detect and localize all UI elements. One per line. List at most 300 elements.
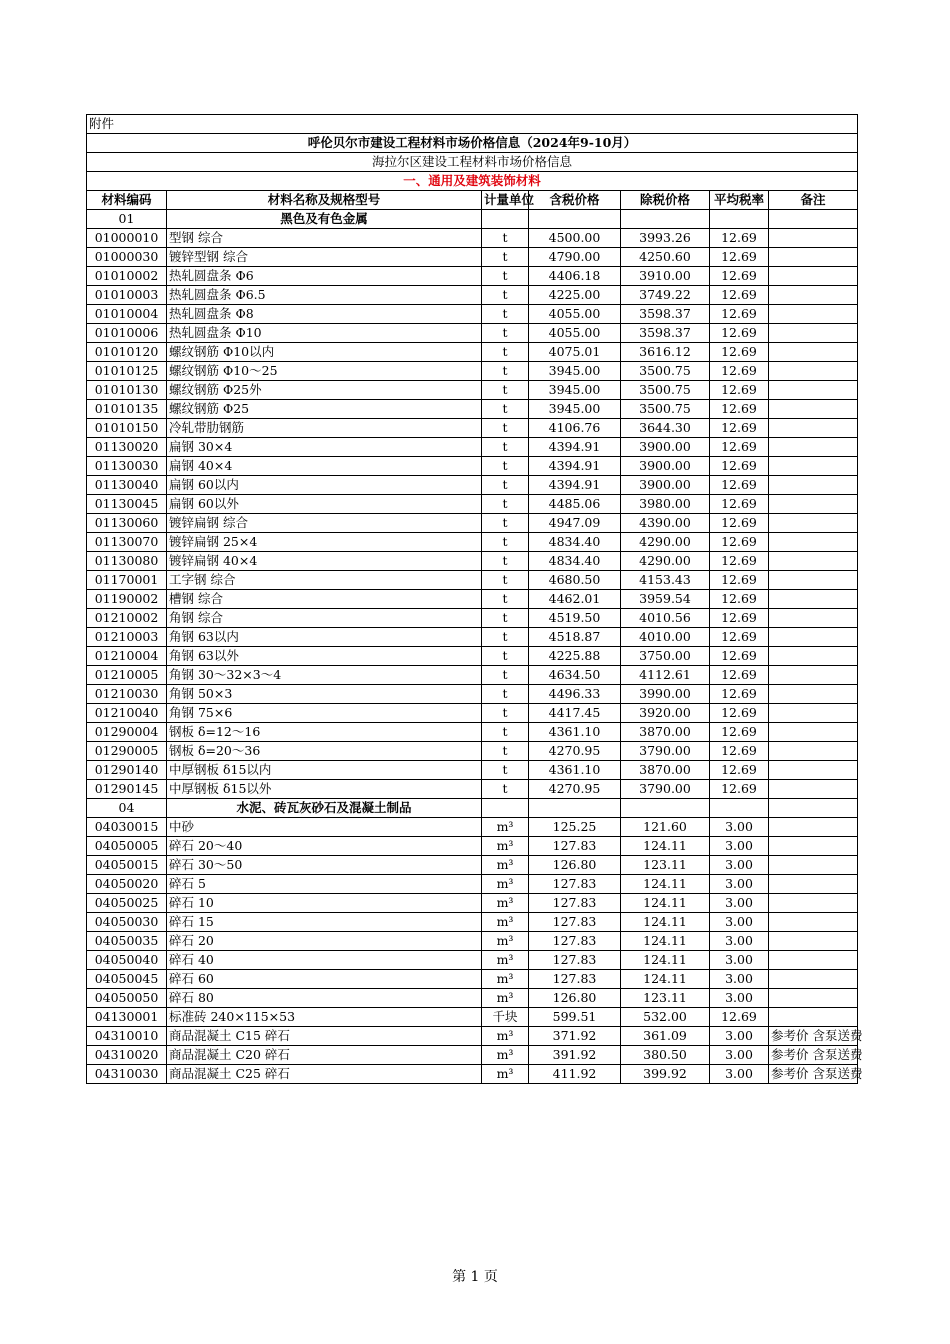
cell-note [769, 628, 858, 647]
cell-rate: 12.69 [710, 514, 769, 533]
cell-code: 04050015 [87, 856, 167, 875]
table-row [87, 932, 858, 951]
cell-name: 碎石 15 [167, 913, 482, 932]
cell-unit: t [482, 609, 529, 628]
cell-name: 扁钢 40×4 [167, 457, 482, 476]
cell-rate: 3.00 [710, 932, 769, 951]
cell-code: 01130045 [87, 495, 167, 514]
table-row [87, 381, 858, 400]
cell-code: 01290004 [87, 723, 167, 742]
cell-unit: m³ [482, 913, 529, 932]
cell-code: 04050020 [87, 875, 167, 894]
cell-price-tax: 4485.06 [529, 495, 621, 514]
cell-rate [710, 210, 769, 229]
cell-price-notax: 3870.00 [621, 761, 710, 780]
cell-price-tax: 4394.91 [529, 457, 621, 476]
cell-code: 01170001 [87, 571, 167, 590]
cell-note [769, 1008, 858, 1027]
cell-unit: t [482, 514, 529, 533]
cell-price-notax: 3500.75 [621, 381, 710, 400]
cell-unit: m³ [482, 932, 529, 951]
cell-code: 01130070 [87, 533, 167, 552]
cell-price-notax: 4290.00 [621, 552, 710, 571]
cell-rate: 12.69 [710, 704, 769, 723]
cell-name: 水泥、砖瓦灰砂石及混凝土制品 [167, 799, 482, 818]
cell-note [769, 457, 858, 476]
cell-code: 04310010 [87, 1027, 167, 1046]
cell-rate: 12.69 [710, 381, 769, 400]
cell-note [769, 343, 858, 362]
cell-code: 01010135 [87, 400, 167, 419]
cell-code: 04310020 [87, 1046, 167, 1065]
cell-unit: m³ [482, 818, 529, 837]
cell-name: 碎石 30～50 [167, 856, 482, 875]
cell-price-tax: 126.80 [529, 856, 621, 875]
cell-rate: 3.00 [710, 818, 769, 837]
cell-note: 参考价 含泵送费 [769, 1065, 858, 1084]
cell-code: 01130020 [87, 438, 167, 457]
cell-note [769, 495, 858, 514]
cell-rate: 12.69 [710, 742, 769, 761]
table-row [87, 571, 858, 590]
cell-rate: 12.69 [710, 438, 769, 457]
cell-price-tax: 127.83 [529, 913, 621, 932]
cell-code: 01010130 [87, 381, 167, 400]
table-row [87, 552, 858, 571]
cell-rate: 12.69 [710, 666, 769, 685]
cell-note [769, 685, 858, 704]
cell-note [769, 761, 858, 780]
cell-note [769, 780, 858, 799]
cell-price-tax: 4075.01 [529, 343, 621, 362]
cell-unit: t [482, 286, 529, 305]
table-row [87, 742, 858, 761]
cell-rate: 3.00 [710, 1046, 769, 1065]
cell-code: 04050030 [87, 913, 167, 932]
cell-unit [482, 210, 529, 229]
cell-rate: 12.69 [710, 780, 769, 799]
cell-price-notax: 3910.00 [621, 267, 710, 286]
header-code: 材料编码 [87, 191, 167, 210]
page-title: 呼伦贝尔市建设工程材料市场价格信息（2024年9-10月） [87, 134, 858, 153]
cell-price-tax: 127.83 [529, 875, 621, 894]
cell-rate: 12.69 [710, 267, 769, 286]
cell-note [769, 552, 858, 571]
cell-name: 冷轧带肋钢筋 [167, 419, 482, 438]
cell-name: 碎石 40 [167, 951, 482, 970]
cell-price-tax: 4055.00 [529, 305, 621, 324]
cell-price-tax [529, 210, 621, 229]
cell-unit: t [482, 533, 529, 552]
cell-note [769, 799, 858, 818]
cell-note [769, 267, 858, 286]
cell-unit: t [482, 267, 529, 286]
price-table [86, 114, 863, 1084]
cell-price-tax [529, 799, 621, 818]
cell-name: 扁钢 60以外 [167, 495, 482, 514]
header-price-tax: 含税价格 [529, 191, 621, 210]
cell-price-notax: 3790.00 [621, 780, 710, 799]
cell-note [769, 970, 858, 989]
cell-name: 角钢 30～32×3～4 [167, 666, 482, 685]
cell-price-notax: 124.11 [621, 894, 710, 913]
cell-price-notax: 4112.61 [621, 666, 710, 685]
cell-note [769, 951, 858, 970]
cell-name: 镀锌扁钢 40×4 [167, 552, 482, 571]
cell-rate: 12.69 [710, 761, 769, 780]
header-name: 材料名称及规格型号 [167, 191, 482, 210]
cell-unit: t [482, 780, 529, 799]
cell-rate: 12.69 [710, 343, 769, 362]
cell-price-tax: 4361.10 [529, 761, 621, 780]
cell-note [769, 913, 858, 932]
cell-name: 扁钢 60以内 [167, 476, 482, 495]
cell-code: 04050005 [87, 837, 167, 856]
cell-rate: 3.00 [710, 1065, 769, 1084]
subtitle-row [87, 153, 858, 172]
cell-price-tax: 4270.95 [529, 742, 621, 761]
cell-price-tax: 4462.01 [529, 590, 621, 609]
cell-name: 热轧圆盘条 Φ6 [167, 267, 482, 286]
cell-price-notax [621, 210, 710, 229]
table-row [87, 970, 858, 989]
cell-price-notax: 3900.00 [621, 476, 710, 495]
table-row [87, 514, 858, 533]
cell-note [769, 229, 858, 248]
cell-unit: t [482, 590, 529, 609]
cell-code: 01190002 [87, 590, 167, 609]
cell-code: 01210030 [87, 685, 167, 704]
cell-unit: m³ [482, 837, 529, 856]
cell-unit: m³ [482, 1027, 529, 1046]
cell-price-notax: 3598.37 [621, 324, 710, 343]
cell-price-notax: 124.11 [621, 932, 710, 951]
cell-note [769, 818, 858, 837]
section-row [87, 172, 858, 191]
cell-unit: t [482, 248, 529, 267]
cell-price-tax: 4055.00 [529, 324, 621, 343]
cell-unit [482, 799, 529, 818]
cell-unit: 千块 [482, 1008, 529, 1027]
cell-unit: m³ [482, 875, 529, 894]
cell-price-notax: 3993.26 [621, 229, 710, 248]
table-row [87, 894, 858, 913]
cell-rate: 3.00 [710, 970, 769, 989]
cell-price-tax: 3945.00 [529, 400, 621, 419]
cell-note [769, 438, 858, 457]
cell-name: 碎石 10 [167, 894, 482, 913]
cell-rate: 12.69 [710, 248, 769, 267]
cell-note [769, 742, 858, 761]
cell-rate: 12.69 [710, 685, 769, 704]
cell-unit: t [482, 628, 529, 647]
cell-rate: 12.69 [710, 286, 769, 305]
header-price-notax: 除税价格 [621, 191, 710, 210]
cell-rate: 3.00 [710, 856, 769, 875]
cell-name: 标准砖 240×115×53 [167, 1008, 482, 1027]
cell-unit: t [482, 343, 529, 362]
table-row [87, 476, 858, 495]
cell-price-notax: 124.11 [621, 970, 710, 989]
cell-price-notax: 124.11 [621, 951, 710, 970]
cell-unit: m³ [482, 989, 529, 1008]
cell-note [769, 666, 858, 685]
cell-code: 01210002 [87, 609, 167, 628]
cell-code: 01010002 [87, 267, 167, 286]
cell-unit: t [482, 476, 529, 495]
cell-unit: t [482, 666, 529, 685]
title-row [87, 134, 858, 153]
cell-price-tax: 126.80 [529, 989, 621, 1008]
cell-note [769, 894, 858, 913]
cell-name: 商品混凝土 C15 碎石 [167, 1027, 482, 1046]
cell-name: 中厚钢板 δ15以内 [167, 761, 482, 780]
cell-price-notax: 3900.00 [621, 438, 710, 457]
header-rate: 平均税率 [710, 191, 769, 210]
table-row [87, 875, 858, 894]
cell-price-tax: 4361.10 [529, 723, 621, 742]
cell-price-notax: 3980.00 [621, 495, 710, 514]
cell-price-tax: 127.83 [529, 951, 621, 970]
cell-price-tax: 4406.18 [529, 267, 621, 286]
cell-price-notax: 124.11 [621, 875, 710, 894]
cell-name: 钢板 δ=12～16 [167, 723, 482, 742]
cell-price-notax: 4010.56 [621, 609, 710, 628]
cell-rate: 3.00 [710, 913, 769, 932]
table-row [87, 419, 858, 438]
cell-unit: t [482, 552, 529, 571]
cell-price-tax: 127.83 [529, 932, 621, 951]
cell-price-notax: 4290.00 [621, 533, 710, 552]
cell-note [769, 210, 858, 229]
cell-price-notax: 123.11 [621, 856, 710, 875]
cell-rate: 3.00 [710, 989, 769, 1008]
cell-code: 01130030 [87, 457, 167, 476]
cell-price-notax: 3644.30 [621, 419, 710, 438]
cell-note [769, 476, 858, 495]
table-row [87, 837, 858, 856]
cell-unit: t [482, 723, 529, 742]
cell-code: 01210040 [87, 704, 167, 723]
table-row [87, 913, 858, 932]
cell-code: 01010120 [87, 343, 167, 362]
cell-note [769, 590, 858, 609]
cell-name: 工字钢 综合 [167, 571, 482, 590]
cell-rate: 12.69 [710, 628, 769, 647]
table-row [87, 229, 858, 248]
table-row [87, 1046, 858, 1065]
cell-price-tax: 4834.40 [529, 552, 621, 571]
cell-note [769, 514, 858, 533]
cell-price-tax: 371.92 [529, 1027, 621, 1046]
cell-price-tax: 3945.00 [529, 362, 621, 381]
cell-note [769, 419, 858, 438]
cell-rate: 12.69 [710, 305, 769, 324]
cell-price-tax: 4394.91 [529, 438, 621, 457]
cell-price-notax [621, 799, 710, 818]
cell-unit: t [482, 362, 529, 381]
cell-price-notax: 3959.54 [621, 590, 710, 609]
table-row [87, 1065, 858, 1084]
cell-rate: 12.69 [710, 229, 769, 248]
cell-price-tax: 127.83 [529, 970, 621, 989]
cell-rate [710, 799, 769, 818]
table-row [87, 533, 858, 552]
cell-rate: 12.69 [710, 495, 769, 514]
cell-rate: 12.69 [710, 362, 769, 381]
cell-note [769, 647, 858, 666]
cell-name: 商品混凝土 C20 碎石 [167, 1046, 482, 1065]
cell-note [769, 571, 858, 590]
cell-unit: m³ [482, 856, 529, 875]
cell-unit: t [482, 419, 529, 438]
table-row [87, 362, 858, 381]
cell-price-tax: 4634.50 [529, 666, 621, 685]
attachment-label: 附件 [87, 115, 858, 134]
cell-rate: 12.69 [710, 457, 769, 476]
cell-note [769, 400, 858, 419]
cell-rate: 3.00 [710, 894, 769, 913]
cell-code: 01130080 [87, 552, 167, 571]
cell-name: 扁钢 30×4 [167, 438, 482, 457]
cell-note [769, 305, 858, 324]
table-row [87, 1008, 858, 1027]
cell-code: 01210003 [87, 628, 167, 647]
cell-code: 01000030 [87, 248, 167, 267]
cell-code: 01290005 [87, 742, 167, 761]
cell-code: 04050050 [87, 989, 167, 1008]
cell-code: 01010125 [87, 362, 167, 381]
cell-unit: m³ [482, 970, 529, 989]
cell-code: 01 [87, 210, 167, 229]
attachment-row [87, 115, 858, 134]
cell-price-tax: 4106.76 [529, 419, 621, 438]
cell-code: 01130060 [87, 514, 167, 533]
cell-price-notax: 4250.60 [621, 248, 710, 267]
cell-rate: 12.69 [710, 324, 769, 343]
cell-rate: 12.69 [710, 590, 769, 609]
table-row [87, 666, 858, 685]
cell-rate: 12.69 [710, 419, 769, 438]
cell-code: 01010006 [87, 324, 167, 343]
cell-unit: t [482, 685, 529, 704]
cell-price-tax: 411.92 [529, 1065, 621, 1084]
cell-rate: 12.69 [710, 647, 769, 666]
cell-code: 04 [87, 799, 167, 818]
cell-note [769, 723, 858, 742]
cell-code: 04310030 [87, 1065, 167, 1084]
cell-code: 04050040 [87, 951, 167, 970]
cell-code: 01210005 [87, 666, 167, 685]
cell-rate: 12.69 [710, 1008, 769, 1027]
table-row [87, 1027, 858, 1046]
cell-price-tax: 4225.00 [529, 286, 621, 305]
cell-name: 中砂 [167, 818, 482, 837]
cell-price-notax: 124.11 [621, 837, 710, 856]
cell-price-tax: 599.51 [529, 1008, 621, 1027]
cell-code: 04050035 [87, 932, 167, 951]
cell-name: 碎石 20～40 [167, 837, 482, 856]
cell-note [769, 609, 858, 628]
cell-code: 01130040 [87, 476, 167, 495]
cell-unit: t [482, 457, 529, 476]
group-row [87, 799, 858, 818]
table-row [87, 989, 858, 1008]
cell-note [769, 837, 858, 856]
cell-price-notax: 3616.12 [621, 343, 710, 362]
table-row [87, 951, 858, 970]
cell-price-notax: 4390.00 [621, 514, 710, 533]
cell-name: 碎石 20 [167, 932, 482, 951]
table-row [87, 780, 858, 799]
table-row [87, 324, 858, 343]
cell-name: 黑色及有色金属 [167, 210, 482, 229]
cell-name: 热轧圆盘条 Φ10 [167, 324, 482, 343]
cell-price-notax: 3920.00 [621, 704, 710, 723]
cell-code: 01010150 [87, 419, 167, 438]
cell-price-tax: 391.92 [529, 1046, 621, 1065]
cell-name: 镀锌扁钢 综合 [167, 514, 482, 533]
cell-name: 碎石 60 [167, 970, 482, 989]
cell-price-notax: 124.11 [621, 913, 710, 932]
cell-unit: t [482, 761, 529, 780]
cell-code: 01000010 [87, 229, 167, 248]
cell-price-notax: 123.11 [621, 989, 710, 1008]
cell-price-notax: 3990.00 [621, 685, 710, 704]
header-row [87, 191, 858, 210]
cell-price-notax: 380.50 [621, 1046, 710, 1065]
cell-rate: 12.69 [710, 571, 769, 590]
cell-price-notax: 4153.43 [621, 571, 710, 590]
cell-unit: t [482, 324, 529, 343]
table-row [87, 685, 858, 704]
cell-code: 04130001 [87, 1008, 167, 1027]
cell-price-notax: 3900.00 [621, 457, 710, 476]
table-row [87, 856, 858, 875]
cell-price-notax: 532.00 [621, 1008, 710, 1027]
cell-price-tax: 4417.45 [529, 704, 621, 723]
cell-code: 04030015 [87, 818, 167, 837]
cell-note [769, 324, 858, 343]
cell-name: 角钢 63以外 [167, 647, 482, 666]
table-row [87, 305, 858, 324]
cell-note: 参考价 含泵送费 [769, 1027, 858, 1046]
table-row [87, 704, 858, 723]
cell-price-notax: 4010.00 [621, 628, 710, 647]
cell-price-tax: 4519.50 [529, 609, 621, 628]
cell-price-tax: 4790.00 [529, 248, 621, 267]
cell-name: 角钢 50×3 [167, 685, 482, 704]
cell-note [769, 932, 858, 951]
cell-unit: m³ [482, 1046, 529, 1065]
cell-note [769, 856, 858, 875]
cell-name: 型钢 综合 [167, 229, 482, 248]
cell-unit: t [482, 571, 529, 590]
cell-code: 01010003 [87, 286, 167, 305]
cell-name: 热轧圆盘条 Φ8 [167, 305, 482, 324]
cell-name: 角钢 综合 [167, 609, 482, 628]
cell-name: 镀锌型钢 综合 [167, 248, 482, 267]
cell-note: 参考价 含泵送费 [769, 1046, 858, 1065]
cell-rate: 12.69 [710, 400, 769, 419]
cell-rate: 12.69 [710, 552, 769, 571]
cell-price-tax: 4500.00 [529, 229, 621, 248]
cell-price-tax: 127.83 [529, 894, 621, 913]
table-row [87, 495, 858, 514]
cell-name: 热轧圆盘条 Φ6.5 [167, 286, 482, 305]
cell-price-tax: 4225.88 [529, 647, 621, 666]
cell-price-notax: 3500.75 [621, 400, 710, 419]
